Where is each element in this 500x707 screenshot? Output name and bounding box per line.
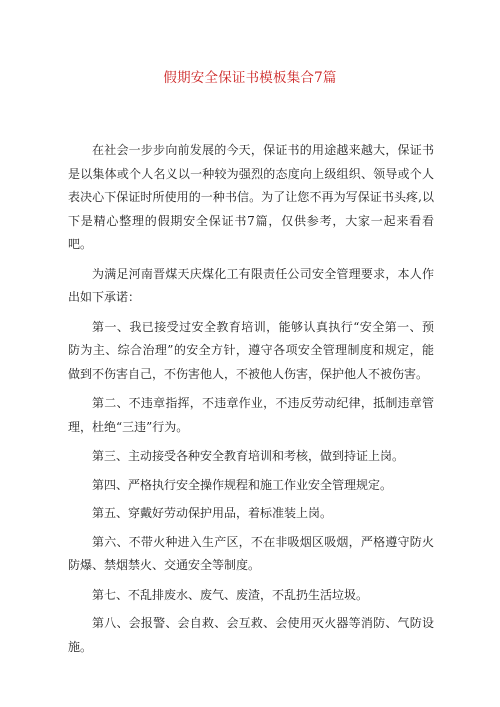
document-body: [68, 139, 434, 665]
clause-2-paragraph: 第二、不违章指挥，不违章作业，不违反劳动纪律，抵制违章管理，杜绝“三违”行为。: [68, 396, 434, 434]
clause-5-paragraph: 第五、穿戴好劳动保护用品，着标准装上岗。: [92, 506, 333, 520]
clause-4-paragraph: 第四、严格执行安全操作规程和施工作业安全管理规定。: [92, 477, 393, 492]
clause-3-paragraph: 第三、主动接受各种安全教育培训和考核，做到持证上岗。: [92, 449, 405, 463]
commitment-paragraph: 为满足河南晋煤天庆煤化工有限责任公司安全管理要求，本人作出如下承诺：: [68, 266, 434, 304]
clause-7-paragraph: 第七、不乱排废水、废气、废渣，不乱扔生活垃圾。: [92, 587, 369, 602]
clause-1-paragraph: 第一、我已接受过安全教育培训，能够认真执行“安全第一、预防为主、综合治理”的安全方针，遵守各项安全管理制度和规定，能做到不伤害自己，不伤害他人，不被他人伤害，保护他人不被伤害。: [68, 319, 434, 381]
intro-paragraph: 在社会一步步向前发展的今天，保证书的用途越来越大，保证书是以集体或个人名义以一种较为强烈的态度向上级组织、领导或个人表决心下保证时所使用的一种书信。为了让您不再为写保证书头疼,以下是精心整理的假期安全保证书7篇，仅供参考，大家一起来看看吧。: [68, 143, 434, 251]
clause-8-paragraph: 第八、会报警、会自救、会互救、会使用灭火器等消防、气防设施。: [68, 616, 434, 654]
document-title: 假期安全保证书模板集合7篇: [163, 70, 337, 86]
clause-6-paragraph: 第六、不带火种进入生产区，不在非吸烟区吸烟，严格遵守防火防爆、禁烟禁火、交通安全等制度。: [68, 534, 434, 572]
